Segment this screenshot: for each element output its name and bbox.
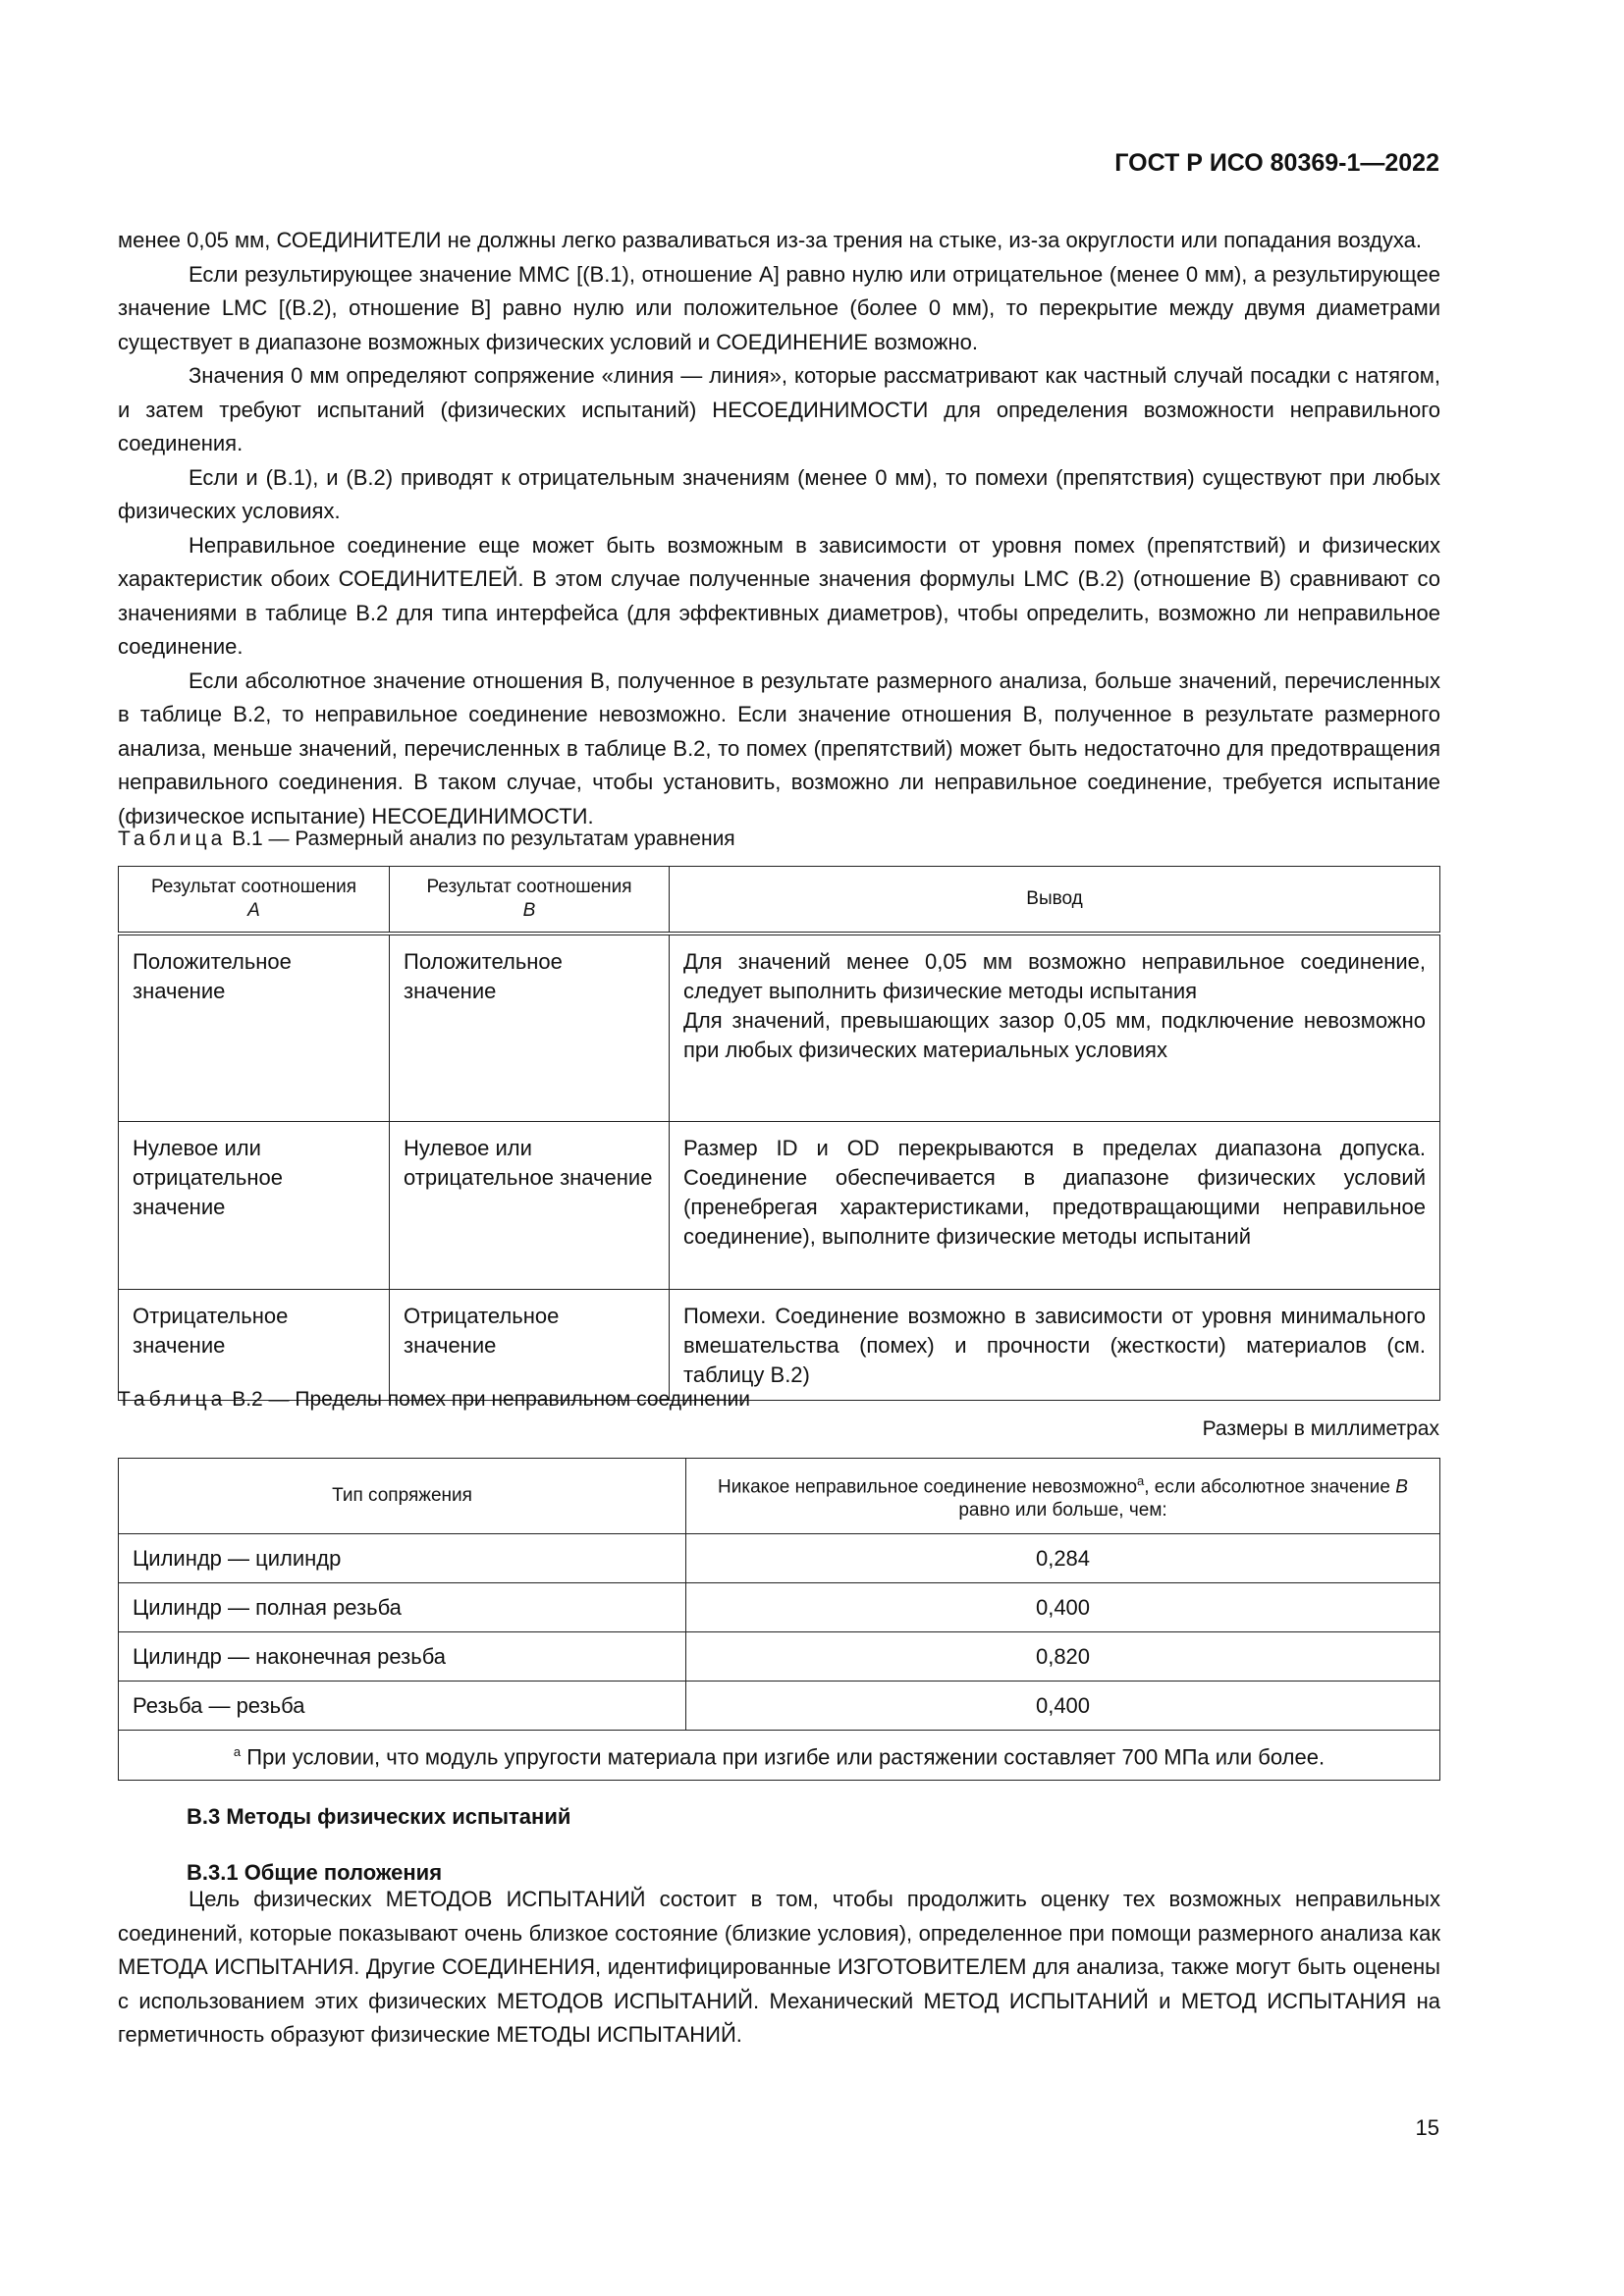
subsection-heading: B.3.1 Общие положения — [187, 1860, 443, 1885]
table-header-row — [119, 867, 1440, 934]
table-header-row — [119, 1459, 1440, 1534]
header-cell: Вывод — [670, 867, 1440, 934]
table-row — [119, 1534, 1440, 1583]
caption-label: Таблица — [118, 828, 227, 850]
paragraph: Значения 0 мм определяют сопряжение «линия — линия», которые рассматривают как частный случай посадки с натягом, и затем требуют испытаний (физических испытаний) НЕСОЕДИНИМОСТИ для определения возможности неправильного соединения. — [118, 363, 1440, 455]
paragraph: Неправильное соединение еще может быть возможным в зависимости от уровня помех (препятствий) и физических характеристик обоих СОЕДИНИТЕЛЕЙ. В этом случае полученные значения формулы LMC (B.2) (отношение B) сравнивают со значениями в таблице B.2 для типа интерфейса (для эффективных диаметров), чтобы определить, возможно ли неправильное соединение. — [118, 532, 1440, 659]
header-cell: Тип сопряжения — [119, 1459, 686, 1534]
cell-type: Цилиндр — полная резьба — [119, 1583, 686, 1632]
header-cell: Результат соотношения A — [119, 867, 390, 934]
paragraph: Если абсолютное значение отношения B, полученное в результате размерного анализа, больше значений, перечисленных в таблице B.2, то неправильное соединение невозможно. Если значение отношения B, полученное в результате размерного анализа, меньше значений, перечисленных в таблице B.2, то помех (препятствий) может быть недостаточно для предотвращения неправильного соединения. В таком случае, чтобы установить, возможно ли неправильное соединение, требуется испытание (физическое испытание) НЕСОЕДИНИМОСТИ. — [118, 667, 1440, 828]
body-text — [118, 224, 1440, 833]
cell-a: Нулевое или отрицательное значение — [119, 1121, 390, 1289]
cell-value: 0,400 — [686, 1682, 1440, 1731]
cell-a: Отрицательное значение — [119, 1289, 390, 1400]
units-note: Размеры в миллиметрах — [1202, 1417, 1439, 1440]
document-id-header: ГОСТ Р ИСО 80369-1—2022 — [1114, 149, 1439, 177]
cell-value: 0,284 — [686, 1534, 1440, 1583]
table-row — [119, 1632, 1440, 1682]
table-b1 — [118, 866, 1440, 1401]
table-row — [119, 1583, 1440, 1632]
cell-conclusion: Размер ID и OD перекрываются в пределах диапазона допуска. Соединение обеспечивается в диапазоне физических условий (пренебрегая характеристиками, предотвращающими неправильное соединение), выполните физические методы испытаний — [670, 1121, 1440, 1289]
cell-value: 0,820 — [686, 1632, 1440, 1682]
paragraph: Цель физических МЕТОДОВ ИСПЫТАНИЙ состоит в том, чтобы продолжить оценку тех возможных неправильных соединений, которые показывают очень близкое состояние (близкие условия), определенное при помощи размерного анализа как МЕТОДА ИСПЫТАНИЯ. Другие СОЕДИНЕНИЯ, идентифицированные ИЗГОТОВИТЕЛЕМ для анализа, также могут быть оценены с использованием этих физических МЕТОДОВ ИСПЫТАНИЙ. Механический МЕТОД ИСПЫТАНИЙ и МЕТОД ИСПЫТАНИЯ на герметичность образуют физические МЕТОДЫ ИСПЫТАНИЙ. — [118, 1887, 1440, 2047]
paragraph: Если результирующее значение ММС [(B.1), отношение A] равно нулю или отрицательное (менее 0 мм), а результирующее значение LMC [(B.2), отношение B] равно нулю или положительное (более 0 мм), то перекрытие между двумя диаметрами существует в диапазоне возможных физических условий и СОЕДИНЕНИЕ возможно. — [118, 261, 1440, 354]
footnote: $^a$ При условии, что модуль упругости материала при изгибе или растяжении составляет 700 МПа или более. — [119, 1731, 1440, 1781]
caption-text: B.1 — Размерный анализ по результатам уравнения — [232, 828, 735, 850]
caption-text: B.2 — Пределы помех при неправильном соединении — [232, 1388, 751, 1411]
cell-b: Нулевое или отрицательное значение — [390, 1121, 670, 1289]
table-row — [119, 1121, 1440, 1289]
table-row — [119, 1682, 1440, 1731]
caption-label: Таблица — [118, 1388, 227, 1411]
page-number: 15 — [1415, 2115, 1439, 2140]
cell-value: 0,400 — [686, 1583, 1440, 1632]
paragraph: менее 0,05 мм, СОЕДИНИТЕЛИ не должны легко разваливаться из-за трения на стыке, из-за округлости или попадания воздуха. — [118, 228, 1422, 252]
cell-type: Резьба — резьба — [119, 1682, 686, 1731]
cell-conclusion: Помехи. Соединение возможно в зависимости от уровня минимального вмешательства (помех) и прочности (жесткости) материалов (см. таблицу B.2) — [670, 1289, 1440, 1400]
cell-b: Отрицательное значение — [390, 1289, 670, 1400]
header-cell: Никакое неправильное соединение невозможно$^a$, если абсолютное значение B равно или больше, чем: — [686, 1459, 1440, 1534]
cell-type: Цилиндр — цилиндр — [119, 1534, 686, 1583]
header-cell: Результат соотношения B — [390, 867, 670, 934]
table1-caption — [118, 828, 735, 851]
table-row — [119, 934, 1440, 1121]
paragraph: Если и (B.1), и (B.2) приводят к отрицательным значениям (менее 0 мм), то помехи (препятствия) существуют при любых физических условиях. — [118, 464, 1440, 523]
cell-a: Положительное значение — [119, 934, 390, 1121]
table-row — [119, 1289, 1440, 1400]
footnote-row — [119, 1731, 1440, 1781]
cell-type: Цилиндр — наконечная резьба — [119, 1632, 686, 1682]
cell-conclusion: Для значений менее 0,05 мм возможно неправильное соединение, следует выполнить физические методы испытания Для значений, превышающих зазор 0,05 мм, подключение невозможно при любых физических материальных условиях — [670, 934, 1440, 1121]
section-heading: B.3 Методы физических испытаний — [187, 1804, 571, 1829]
table-b2 — [118, 1458, 1440, 1781]
table2-caption — [118, 1388, 750, 1412]
cell-b: Положительное значение — [390, 934, 670, 1121]
